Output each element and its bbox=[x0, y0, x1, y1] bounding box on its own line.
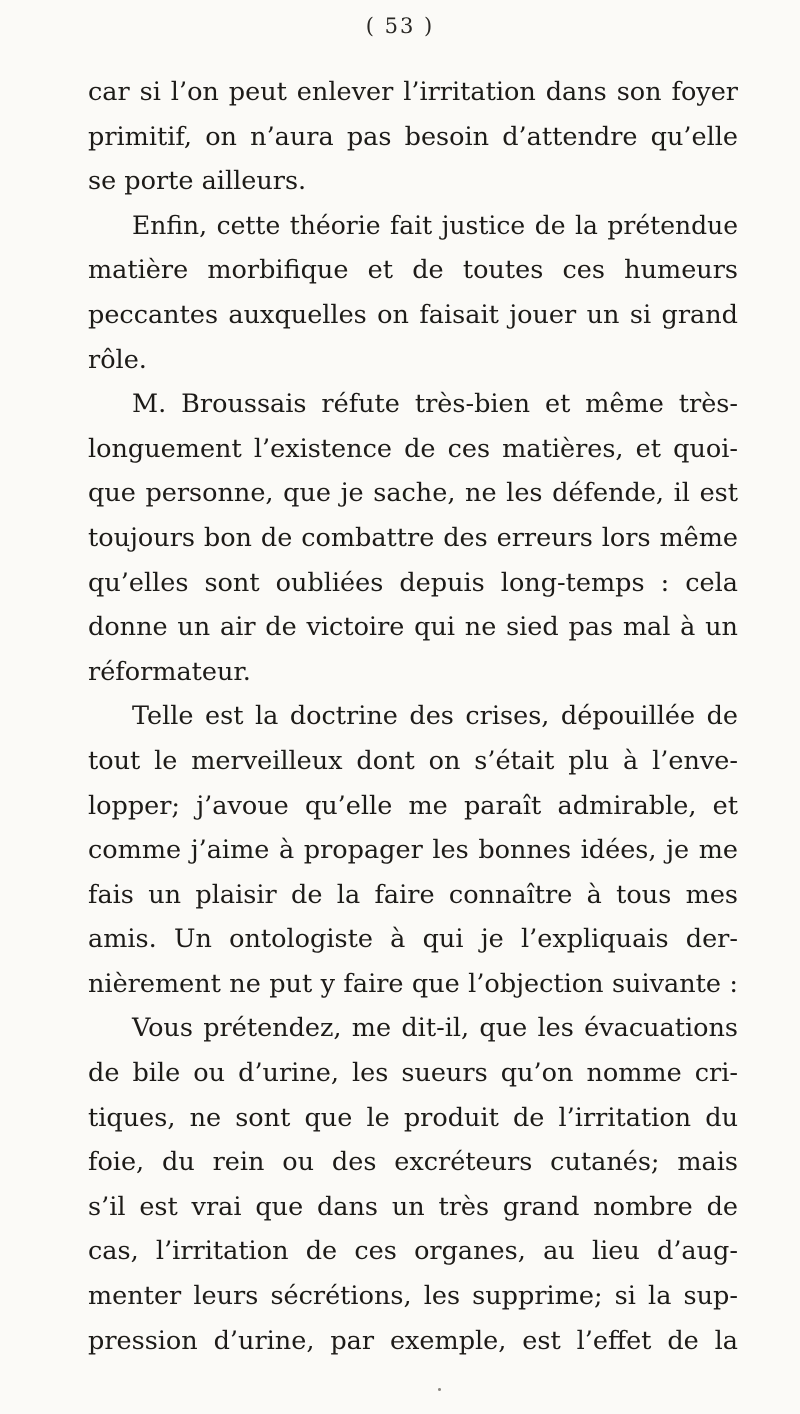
text-line: qu’elles sont oubliées depuis long-temps : cela bbox=[88, 567, 738, 598]
text-line: que personne, que je sache, ne les défende, il est bbox=[88, 478, 738, 509]
text-line: menter leurs sécrétions, les supprime; si la sup- bbox=[88, 1281, 738, 1312]
text-line: primitif, on n’aura pas besoin d’attendre qu’elle bbox=[88, 121, 738, 152]
text-line: s’il est vrai que dans un très grand nombre de bbox=[88, 1191, 738, 1222]
text-line: donne un air de victoire qui ne sied pas mal à un bbox=[88, 612, 738, 643]
text-line: car si l’on peut enlever l’irritation dans son foyer bbox=[88, 77, 738, 107]
paragraph-start-line: M. Broussais réfute très-bien et même très- bbox=[132, 389, 738, 420]
body-text bbox=[88, 70, 738, 1363]
text-line: rôle. bbox=[88, 344, 147, 375]
text-line: foie, du rein ou des excréteurs cutanés; mais bbox=[88, 1147, 738, 1178]
text-line: se porte ailleurs. bbox=[88, 166, 307, 197]
text-line: pression d’urine, par exemple, est l’effet de la bbox=[88, 1325, 738, 1356]
page-number: ( 53 ) bbox=[365, 14, 435, 38]
text-line: réformateur. bbox=[88, 656, 251, 687]
text-line: de bile ou d’urine, les sueurs qu’on nomme cri- bbox=[88, 1058, 738, 1089]
paragraph-start-line: Enfin, cette théorie fait justice de la prétendue bbox=[132, 210, 738, 240]
text-line: tout le merveilleux dont on s’était plu à l’enve- bbox=[88, 745, 738, 776]
text-line: amis. Un ontologiste à qui je l’expliquais der- bbox=[88, 924, 738, 955]
paragraph-start-line: Vous prétendez, me dit-il, que les évacuations bbox=[132, 1013, 738, 1044]
text-line: longuement l’existence de ces matières, et quoi- bbox=[88, 433, 738, 464]
paragraph-start-line: Telle est la doctrine des crises, dépouillée de bbox=[132, 701, 738, 732]
text-line: peccantes auxquelles on faisait jouer un si grand bbox=[88, 299, 738, 330]
text-line: lopper; j’avoue qu’elle me paraît admirable, et bbox=[88, 790, 738, 821]
text-line: cas, l’irritation de ces organes, au lieu d’aug- bbox=[88, 1236, 738, 1267]
text-line: comme j’aime à propager les bonnes idées, je me bbox=[88, 835, 738, 866]
text-line: nièrement ne put y faire que l’objection suivante : bbox=[88, 968, 738, 999]
text-line: tiques, ne sont que le produit de l’irritation du bbox=[88, 1102, 738, 1133]
text-line: matière morbifique et de toutes ces humeurs bbox=[88, 255, 738, 286]
text-line: fais un plaisir de la faire connaître à tous mes bbox=[88, 879, 738, 910]
paper-speck bbox=[438, 1388, 441, 1391]
text-line: toujours bon de combattre des erreurs lors même bbox=[88, 522, 738, 553]
